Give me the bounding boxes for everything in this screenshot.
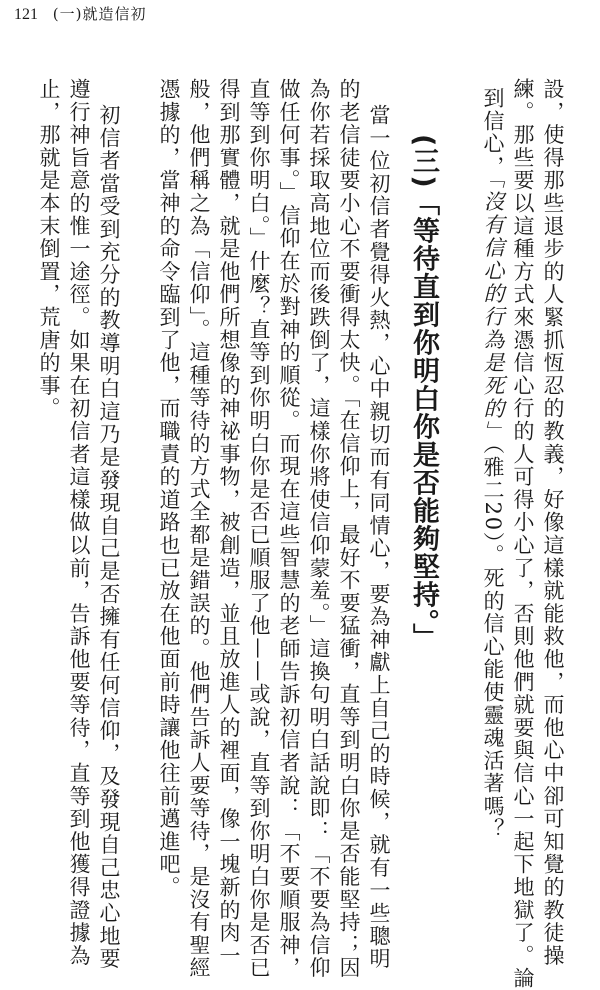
text-column-9: 直等到你明白。」什麼？直等到你明白你是否已順服了他——或說，直等到你明白你是否已 <box>247 78 271 980</box>
text-column-6: 的老信徒要小心不要衝得太快。「在信仰上，最好不要猛衝，直等到明白你是否能堅持；因 <box>337 78 361 980</box>
text-column-7: 為你若採取高地位而後跌倒了，這樣你將使信仰蒙羞。」這換句明白話說即：「不要為信仰 <box>307 78 331 980</box>
text-column-5: 當一位初信者覺得火熱，心中親切而有同情心，要為神獻上自己的時候，就有一些聰明 <box>367 104 391 971</box>
section-title: (一)就造信初 <box>52 5 147 23</box>
column-3-tail: （雅二20）。死的信心能使靈魂活著嗎？ <box>481 443 505 841</box>
text-column-14: 遵行神旨意的惟一途徑。如果在初信者這樣做以前，告訴他要等待，直等到他獲得證據為 <box>67 78 91 968</box>
text-column-3 <box>478 87 508 917</box>
text-column-8: 做任何事。」信仰在於對神的順從。而現在這些智慧的老師告訴初信者說：「不要順服神， <box>277 78 301 980</box>
text-column-12: 憑據的，當神的命令臨到了他，而職責的道路也已放在他面前時讓他往前邁進吧。 <box>157 78 181 899</box>
text-column-1: 設，使得那些退步的人緊抓恆忍的教義，好像這樣就能救他，而他心中卻可知覺的教徒操 <box>541 78 565 968</box>
text-column-13: 初信者當受到充分的教導明白這乃是發現自己是否擁有任何信仰，及發現自己忠心地要 <box>97 104 121 971</box>
scripture-quote: 「沒有信心的行為是死的」 <box>481 178 505 444</box>
section-heading: (三)「等待直到你明白你是否能夠堅持。」 <box>408 134 439 652</box>
running-header <box>14 4 147 25</box>
text-column-10: 得到那實體，就是他們所想像的神祕事物，被創造，並且放進人的裡面，像一塊新的肉一 <box>217 78 241 968</box>
text-column-15: 止，那就是本末倒置，荒唐的事。 <box>37 78 61 420</box>
column-3-lead: 到信心， <box>481 87 505 179</box>
text-column-11: 般，他們稱之為「信仰」。這種等待的方式全都是錯誤的。他們告訴人要等待，是沒有聖經 <box>187 78 211 980</box>
text-column-2: 練。那些要以這種方式來憑信心行的人可得小心了，否則他們就要與信心一起下地獄了。論 <box>511 78 535 990</box>
page-number: 121 <box>14 6 38 23</box>
